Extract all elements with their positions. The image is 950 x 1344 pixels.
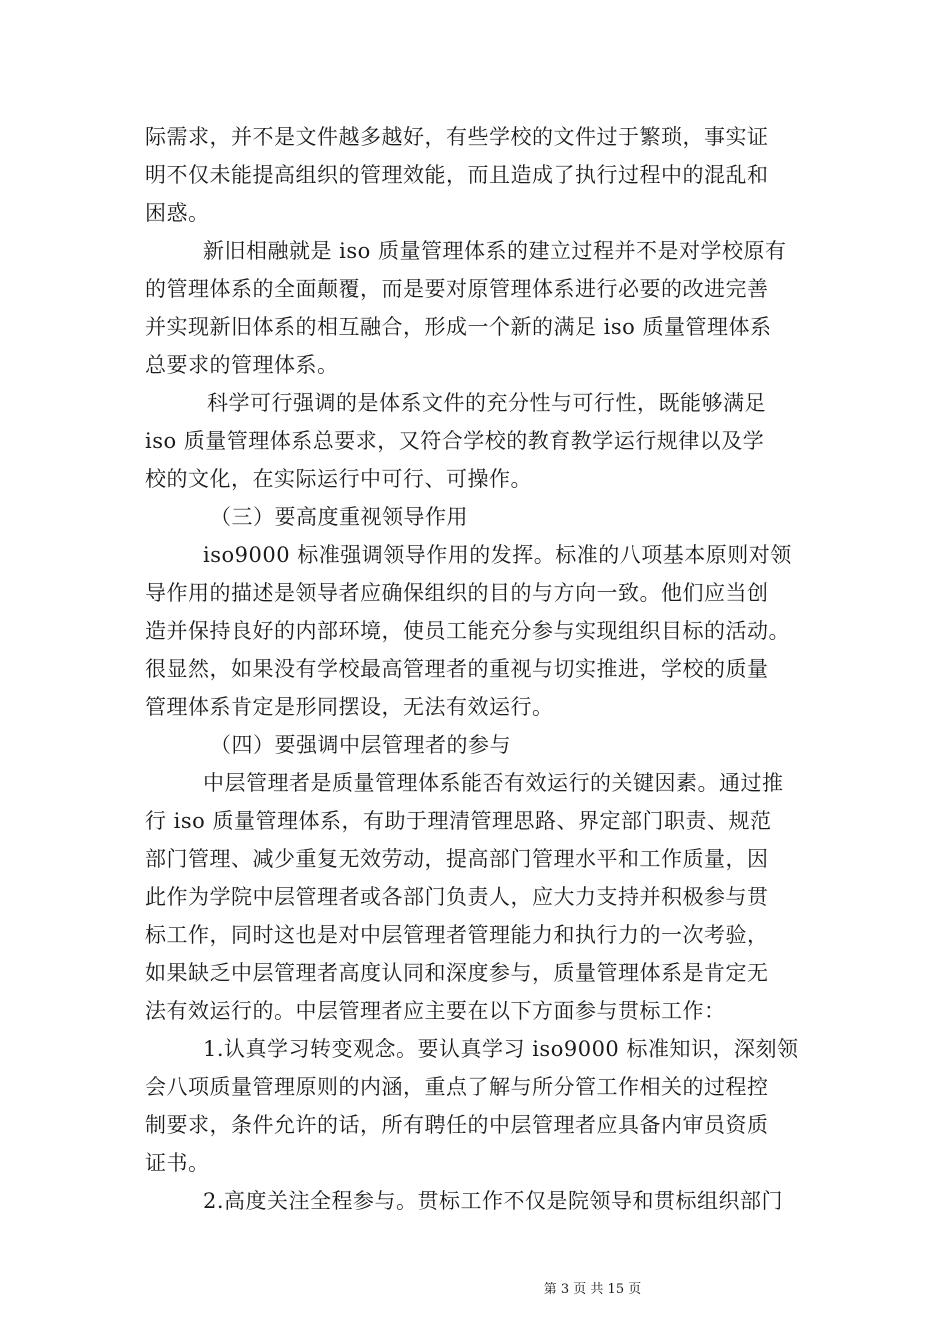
text-line: 造并保持良好的内部环境，使员工能充分参与实现组织目标的活动。 [145,619,790,643]
text-line: 的管理体系的全面颠覆，而是要对原管理体系进行必要的改进完善 [145,277,769,301]
text-line: 很显然，如果没有学校最高管理者的重视与切实推进，学校的质量 [145,657,769,681]
text-line: 法有效运行的。中层管理者应主要在以下方面参与贯标工作： [145,999,726,1023]
paragraph-start: iso9000 标准强调领导作用的发挥。标准的八项基本原则对领 [203,543,792,567]
page-number: 第 3 页 共 15 页 [543,1282,642,1297]
document-body [145,118,825,1220]
text-line: 际需求，并不是文件越多越好，有些学校的文件过于繁琐，事实证 [145,125,769,149]
text-line: 困惑。 [145,201,210,225]
text-line: 证书。 [145,1151,210,1175]
text-line: 部门管理、减少重复无效劳动，提高部门管理水平和工作质量，因 [145,847,769,871]
text-line: 如果缺乏中层管理者高度认同和深度参与，质量管理体系是肯定无 [145,961,769,985]
paragraph-start: 中层管理者是质量管理体系能否有效运行的关键因素。通过推 [203,771,784,795]
text-line: 此作为学院中层管理者或各部门负责人，应大力支持并积极参与贯 [145,885,769,909]
text-line: 会八项质量管理原则的内涵，重点了解与所分管工作相关的过程控 [145,1075,769,1099]
text-line: 总要求的管理体系。 [145,353,339,377]
text-line: iso 质量管理体系总要求，又符合学校的教育教学运行规律以及学 [145,429,765,453]
paragraph-start: 科学可行强调的是体系文件的充分性与可行性，既能够满足 [207,391,766,415]
paragraph-start: 新旧相融就是 iso 质量管理体系的建立过程并不是对学校原有 [203,239,787,263]
section-heading-3: （三）要高度重视领导作用 [210,505,468,529]
text-line: 校的文化，在实际运行中可行、可操作。 [145,467,532,491]
text-line: 行 iso 质量管理体系，有助于理清管理思路、界定部门职责、规范 [145,809,772,833]
text-line: 并实现新旧体系的相互融合，形成一个新的满足 iso 质量管理体系 [145,315,772,339]
list-item-2: 2.高度关注全程参与。贯标工作不仅是院领导和贯标组织部门 [203,1189,784,1213]
list-item-1: 1.认真学习转变观念。要认真学习 iso9000 标准知识，深刻领 [203,1037,799,1061]
text-line: 制要求，条件允许的话，所有聘任的中层管理者应具备内审员资质 [145,1113,769,1137]
section-heading-4: （四）要强调中层管理者的参与 [210,733,511,757]
text-line: 导作用的描述是领导者应确保组织的目的与方向一致。他们应当创 [145,581,769,605]
text-line: 管理体系肯定是形同摆设，无法有效运行。 [145,695,554,719]
text-line: 标工作，同时这也是对中层管理者管理能力和执行力的一次考验， [145,923,769,947]
text-line: 明不仅未能提高组织的管理效能，而且造成了执行过程中的混乱和 [145,163,769,187]
page-footer [0,1278,950,1297]
